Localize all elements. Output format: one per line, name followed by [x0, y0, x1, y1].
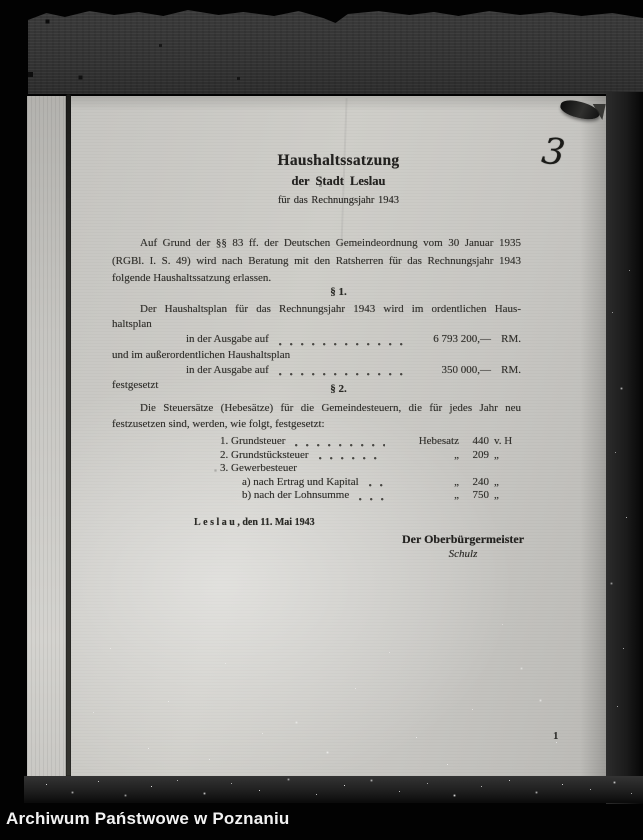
signature-place: Leslau: [194, 517, 238, 528]
preamble-line: Auf Grund der §§ 83 ff. der Deutschen Gemeindeordnung vom 30 Januar 1935: [140, 237, 521, 249]
tax-label: 3. Gewerbesteuer: [220, 462, 297, 475]
tax-label: b) nach der Lohnsumme: [242, 489, 350, 502]
rate-column-label: „: [454, 475, 459, 488]
document-page: [71, 96, 606, 776]
tax-label: 2. Grundstücksteuer: [220, 448, 309, 461]
tax-rate-list: [112, 435, 521, 503]
preamble-paragraph: [112, 235, 521, 288]
film-dark-specks: [0, 0, 1, 1]
page-right-shadow: [606, 92, 643, 804]
tax-label: a) nach Ertrag und Kapital: [242, 475, 359, 488]
rate-value: 440: [472, 435, 489, 447]
rate-value: 750: [472, 489, 489, 502]
rate-unit: „: [494, 489, 499, 502]
rate-column-label: „: [454, 489, 459, 502]
title-block: [71, 152, 606, 206]
rate-column-label: Hebesatz: [418, 435, 459, 447]
section2-heading: § 2.: [330, 383, 347, 395]
signature-place-date: [194, 517, 315, 528]
tax-row: [112, 449, 521, 463]
dotted-leader: [279, 336, 403, 348]
preamble-line: folgende Haushaltssatzung erlassen.: [112, 272, 272, 284]
section1-line: haltsplan: [112, 318, 152, 331]
document-text: [71, 96, 606, 776]
section1-body: [112, 302, 521, 393]
signer-block: [363, 532, 563, 560]
rate-value: 240: [472, 475, 489, 488]
rate-column-label: „: [454, 448, 459, 461]
underlying-pages-edge: [27, 96, 66, 776]
bound-volume-top-edge: [28, 6, 643, 94]
dotted-leader: [279, 366, 403, 378]
tax-row: [112, 476, 521, 490]
tax-row: [112, 462, 521, 476]
rate-unit: v. H: [494, 435, 513, 447]
section1-line: festgesetzt: [112, 379, 159, 392]
document-title: Haushaltssatzung: [277, 152, 400, 169]
amount-value: 6 793 200,—: [433, 333, 491, 346]
dotted-leader: [369, 477, 385, 489]
rate-value: 209: [472, 448, 489, 461]
section1-line: Der Haushaltsplan für das Rechnungsjahr 1943 wird im ordentlichen Haus-: [140, 303, 521, 315]
section1-line: und im außerordentlichen Haushaltsplan: [112, 348, 291, 361]
rate-unit: „: [494, 475, 499, 488]
handwritten-sheet-number: 3: [539, 130, 568, 175]
document-subtitle-year: für das Rechnungsjahr 1943: [277, 195, 400, 206]
section2-body: [112, 401, 521, 503]
dotted-leader: [359, 491, 385, 503]
budget-amount-row: [112, 363, 521, 378]
document-subtitle: der Stadt Leslau: [291, 174, 386, 188]
amount-value: 350 000,—: [441, 363, 491, 376]
tax-row: [112, 435, 521, 449]
signer-name: Schulz: [448, 548, 478, 560]
tax-label: 1. Grundsteuer: [220, 435, 286, 447]
section1-heading: § 1.: [330, 286, 347, 298]
signature-date: , den 11. Mai 1943: [237, 517, 315, 528]
dotted-leader: [295, 437, 385, 449]
dotted-leader: [319, 450, 385, 462]
currency-label: RM.: [501, 333, 521, 346]
currency-label: RM.: [501, 363, 521, 376]
amount-label: in der Ausgabe auf: [186, 363, 269, 376]
archive-caption: Archiwum Państwowe w Poznaniu: [6, 809, 290, 828]
printed-page-number: 1: [553, 730, 559, 742]
section2-line: Die Steuersätze (Hebesätze) für die Gemeindesteuern, die für jedes Jahr neu: [140, 402, 521, 414]
budget-amount-row: [112, 332, 521, 347]
tax-row: [112, 489, 521, 503]
section2-line: festzusetzen sind, werden, wie folgt, festgesetzt:: [112, 417, 325, 430]
signer-title: Der Oberbürgermeister: [401, 532, 525, 546]
preamble-line: (RGBl. I. S. 49) wird nach Beratung mit den Ratsherren für das Rechnungsjahr 1943: [112, 254, 521, 267]
rate-unit: „: [494, 448, 499, 461]
page-bottom-shadow: [24, 776, 643, 803]
amount-label: in der Ausgabe auf: [186, 333, 269, 346]
